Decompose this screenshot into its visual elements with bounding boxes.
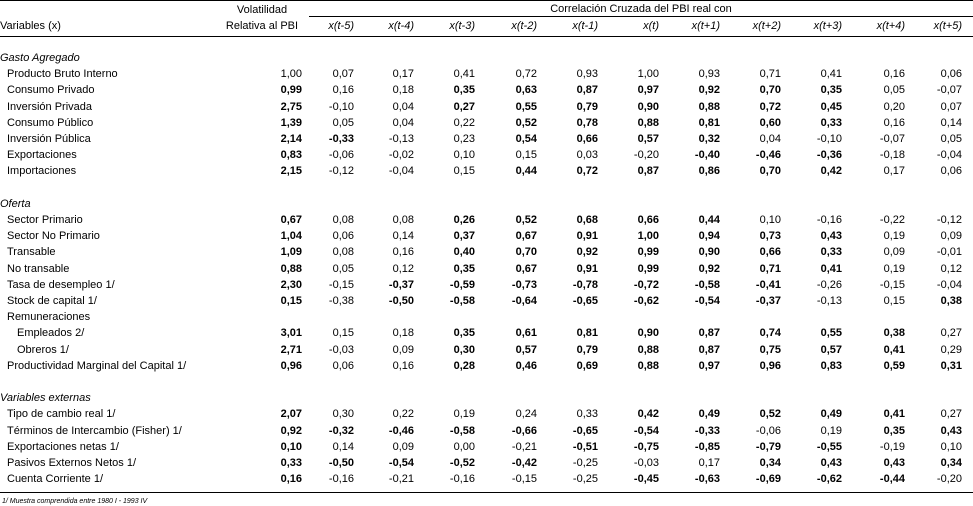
volatility-cell: 2,07 — [280, 408, 302, 421]
lag-header: x(t-4) — [388, 20, 414, 32]
correlation-cell: -0,10 — [816, 133, 842, 145]
correlation-cell: 0,05 — [332, 262, 354, 275]
correlation-cell: -0,46 — [388, 424, 414, 437]
correlation-cell: 0,00 — [453, 440, 475, 453]
correlation-cell: 0,10 — [759, 214, 781, 226]
correlation-cell: 0,04 — [392, 116, 414, 129]
lag-header: x(t-2) — [511, 20, 537, 32]
correlation-cell: 0,04 — [392, 100, 414, 113]
volatility-cell: 0,10 — [280, 440, 302, 453]
correlation-cell: 0,44 — [515, 165, 537, 178]
correlation-cell: -0,73 — [511, 278, 537, 291]
correlation-cell: 0,73 — [759, 230, 781, 243]
correlation-cell: -0,07 — [936, 84, 962, 97]
correlation-cell: 0,16 — [883, 68, 905, 81]
correlation-cell: -0,65 — [572, 424, 598, 437]
correlation-cell: -0,15 — [879, 278, 905, 291]
correlation-cell: 0,97 — [698, 359, 720, 372]
correlation-cell: -0,40 — [694, 149, 720, 162]
volatility-cell: 0,99 — [280, 84, 302, 97]
row-label: Sector No Primario — [7, 230, 100, 243]
correlation-cell: 0,43 — [883, 457, 905, 469]
correlation-cell: -0,32 — [328, 424, 354, 437]
correlation-cell: 0,71 — [759, 68, 781, 81]
correlation-cell: -0,04 — [936, 278, 962, 291]
correlation-cell: 0,03 — [576, 149, 598, 162]
correlation-cell: 0,41 — [820, 68, 842, 81]
volatility-cell: 3,01 — [280, 327, 302, 340]
correlation-cell: 0,33 — [820, 246, 842, 259]
correlation-cell: 0,86 — [698, 165, 720, 178]
correlation-cell: 0,15 — [332, 327, 354, 340]
correlation-cell: -0,46 — [755, 149, 781, 162]
correlation-cell: -0,50 — [328, 457, 354, 469]
volatility-cell: 1,04 — [280, 230, 302, 243]
correlation-cell: 0,88 — [637, 359, 659, 372]
correlation-cell: 0,17 — [698, 457, 720, 469]
correlation-cell: -0,06 — [328, 149, 354, 162]
correlation-cell: -0,19 — [879, 440, 905, 453]
correlation-cell: -0,75 — [633, 440, 659, 453]
corr-rule — [309, 16, 973, 17]
correlation-cell: 0,81 — [576, 327, 598, 340]
correlation-cell: -0,44 — [879, 473, 905, 486]
correlation-cell: 0,06 — [940, 165, 962, 178]
correlation-cell: -0,45 — [633, 473, 659, 486]
correlation-cell: 0,99 — [637, 262, 659, 275]
correlation-cell: -0,26 — [816, 278, 842, 291]
volatility-cell: 0,15 — [280, 295, 302, 307]
correlation-cell: -0,79 — [755, 440, 781, 453]
correlation-cell: -0,02 — [388, 149, 414, 162]
correlation-cell: 0,91 — [576, 230, 598, 243]
correlation-cell: 0,68 — [576, 214, 598, 226]
correlation-cell: 0,06 — [332, 359, 354, 372]
volatility-cell: 2,15 — [280, 165, 302, 178]
correlation-cell: -0,59 — [449, 278, 475, 291]
correlation-cell: 0,99 — [637, 246, 659, 259]
correlation-cell: 0,14 — [332, 440, 354, 453]
correlation-cell: 0,90 — [637, 327, 659, 340]
correlation-cell: 0,34 — [940, 457, 962, 469]
correlation-cell: -0,16 — [328, 473, 354, 486]
section-label: Variables externas — [0, 392, 91, 405]
correlation-cell: 0,16 — [392, 359, 414, 372]
volatility-cell: 2,75 — [280, 100, 302, 113]
correlation-cell: 0,12 — [940, 262, 962, 275]
volatility-cell: 0,16 — [280, 473, 302, 486]
correlation-cell: 0,27 — [940, 408, 962, 421]
correlation-cell: 0,18 — [392, 327, 414, 340]
volatility-cell: 2,71 — [280, 343, 302, 356]
correlation-cell: 0,08 — [392, 214, 414, 226]
correlation-cell: 0,61 — [515, 327, 537, 340]
correlation-cell: 0,41 — [883, 343, 905, 356]
volatility-cell: 1,09 — [280, 246, 302, 259]
correlation-cell: -0,72 — [633, 278, 659, 291]
correlation-cell: -0,54 — [388, 457, 414, 469]
row-label: Inversión Privada — [7, 100, 92, 113]
correlation-cell: -0,41 — [755, 278, 781, 291]
correlation-cell: 0,29 — [940, 343, 962, 356]
correlation-cell: 0,19 — [883, 230, 905, 243]
correlation-cell: 0,15 — [515, 149, 537, 162]
vol-label-2: Relativa al PBI — [225, 20, 299, 32]
correlation-cell: -0,16 — [816, 214, 842, 226]
correlation-cell: 0,08 — [332, 214, 354, 226]
correlation-cell: 0,81 — [698, 116, 720, 129]
correlation-cell: -0,78 — [572, 278, 598, 291]
correlation-cell: -0,12 — [936, 214, 962, 226]
correlation-cell: 0,12 — [392, 262, 414, 275]
correlation-cell: 0,87 — [576, 84, 598, 97]
correlation-cell: -0,13 — [816, 295, 842, 307]
correlation-cell: -0,37 — [755, 295, 781, 307]
correlation-cell: 0,16 — [392, 246, 414, 259]
correlation-cell: 0,35 — [453, 262, 475, 275]
correlation-cell: 0,52 — [515, 116, 537, 129]
correlation-cell: 0,42 — [637, 408, 659, 421]
volatility-cell: 0,67 — [280, 214, 302, 226]
volatility-cell: 0,33 — [280, 457, 302, 469]
correlation-cell: 0,17 — [883, 165, 905, 178]
correlation-cell: -0,69 — [755, 473, 781, 486]
correlation-cell: 0,55 — [515, 100, 537, 113]
correlation-cell: 0,33 — [576, 408, 598, 421]
row-label: Inversión Pública — [7, 133, 91, 145]
correlation-cell: -0,04 — [388, 165, 414, 178]
correlation-cell: -0,66 — [511, 424, 537, 437]
correlation-cell: -0,25 — [572, 457, 598, 469]
correlation-cell: 0,31 — [940, 359, 962, 372]
correlation-cell: -0,38 — [328, 295, 354, 307]
correlation-cell: -0,12 — [328, 165, 354, 178]
correlation-cell: 0,90 — [698, 246, 720, 259]
correlation-cell: -0,16 — [449, 473, 475, 486]
correlation-cell: 0,67 — [515, 262, 537, 275]
volatility-cell: 0,92 — [280, 424, 302, 437]
correlation-cell: 0,70 — [759, 165, 781, 178]
volatility-cell: 0,83 — [280, 149, 302, 162]
correlation-cell: 0,20 — [883, 100, 905, 113]
correlation-cell: -0,58 — [449, 424, 475, 437]
top-rule — [0, 0, 973, 1]
correlation-cell: 0,88 — [637, 343, 659, 356]
correlation-cell: 0,88 — [698, 100, 720, 113]
row-label: Importaciones — [7, 165, 77, 178]
row-label: Términos de Intercambio (Fisher) 1/ — [7, 424, 182, 437]
correlation-cell: 0,49 — [820, 408, 842, 421]
correlation-cell: 0,34 — [759, 457, 781, 469]
lag-header: x(t-1) — [572, 20, 598, 32]
correlation-cell: 0,87 — [637, 165, 659, 178]
correlation-cell: 0,32 — [698, 133, 720, 145]
correlation-cell: 0,41 — [820, 262, 842, 275]
correlation-cell: 0,26 — [453, 214, 475, 226]
correlation-cell: -0,52 — [449, 457, 475, 469]
correlation-cell: 0,05 — [940, 133, 962, 145]
correlation-cell: -0,58 — [694, 278, 720, 291]
section-label: Oferta — [0, 197, 31, 210]
correlation-cell: 0,14 — [940, 116, 962, 129]
correlation-cell: 0,42 — [820, 165, 842, 178]
correlation-cell: -0,36 — [816, 149, 842, 162]
lag-header: x(t+3) — [813, 20, 842, 32]
correlation-cell: 0,55 — [820, 327, 842, 340]
correlation-cell: 0,44 — [698, 214, 720, 226]
row-label: Tasa de desempleo 1/ — [7, 278, 115, 291]
correlation-cell: 0,22 — [392, 408, 414, 421]
correlation-cell: 0,09 — [883, 246, 905, 259]
var-label: Variables (x) — [0, 20, 61, 32]
correlation-cell: 0,46 — [515, 359, 537, 372]
correlation-cell: -0,62 — [816, 473, 842, 486]
correlation-cell: 0,72 — [759, 100, 781, 113]
correlation-cell: -0,18 — [879, 149, 905, 162]
correlation-cell: 0,74 — [759, 327, 781, 340]
correlation-cell: 0,41 — [883, 408, 905, 421]
correlation-cell: 0,92 — [698, 84, 720, 97]
correlation-cell: 0,49 — [698, 408, 720, 421]
correlation-cell: -0,01 — [936, 246, 962, 259]
correlation-cell: 0,45 — [820, 100, 842, 113]
correlation-cell: 0,88 — [637, 116, 659, 129]
correlation-cell: -0,63 — [694, 473, 720, 486]
correlation-cell: -0,62 — [633, 295, 659, 307]
corr-title: Correlación Cruzada del PBI real con — [550, 3, 732, 15]
correlation-cell: 0,23 — [453, 133, 475, 145]
correlation-cell: -0,15 — [511, 473, 537, 486]
correlation-cell: -0,21 — [511, 440, 537, 453]
correlation-cell: 1,00 — [637, 68, 659, 81]
correlation-cell: -0,03 — [328, 343, 354, 356]
correlation-cell: 0,15 — [883, 295, 905, 307]
volatility-cell: 2,30 — [280, 278, 302, 291]
correlation-cell: 0,75 — [759, 343, 781, 356]
correlation-cell: 0,78 — [576, 116, 598, 129]
correlation-cell: 0,05 — [332, 116, 354, 129]
correlation-cell: 0,05 — [883, 84, 905, 97]
correlation-cell: 0,91 — [576, 262, 598, 275]
correlation-cell: -0,54 — [694, 295, 720, 307]
correlation-cell: 0,30 — [332, 408, 354, 421]
lag-header: x(t+1) — [691, 20, 720, 32]
lag-header: x(t-5) — [328, 20, 354, 32]
correlation-cell: 0,17 — [392, 68, 414, 81]
correlation-cell: 0,18 — [392, 84, 414, 97]
correlation-cell: 0,35 — [883, 424, 905, 437]
correlation-cell: 0,72 — [515, 68, 537, 81]
correlation-cell: 0,52 — [515, 214, 537, 226]
correlation-cell: -0,15 — [328, 278, 354, 291]
correlation-cell: 0,43 — [940, 424, 962, 437]
correlation-cell: 0,66 — [576, 133, 598, 145]
correlation-cell: -0,20 — [633, 149, 659, 162]
lag-header: x(t+5) — [933, 20, 962, 32]
correlation-cell: 0,35 — [453, 84, 475, 97]
correlation-cell: 0,19 — [883, 262, 905, 275]
correlation-cell: -0,55 — [816, 440, 842, 453]
correlation-cell: 0,70 — [515, 246, 537, 259]
correlation-cell: 0,92 — [576, 246, 598, 259]
correlation-cell: -0,65 — [572, 295, 598, 307]
correlation-cell: -0,58 — [449, 295, 475, 307]
correlation-cell: 0,09 — [940, 230, 962, 243]
correlation-cell: 0,10 — [940, 440, 962, 453]
correlation-cell: 0,66 — [637, 214, 659, 226]
correlation-cell: 0,07 — [940, 100, 962, 113]
row-label: Exportaciones — [7, 149, 77, 162]
volatility-cell: 1,39 — [280, 116, 302, 129]
correlation-cell: 0,93 — [698, 68, 720, 81]
correlation-cell: 0,16 — [883, 116, 905, 129]
correlation-cell: 0,27 — [453, 100, 475, 113]
row-label: Remuneraciones — [7, 311, 91, 324]
correlation-cell: 0,30 — [453, 343, 475, 356]
correlation-cell: 0,24 — [515, 408, 537, 421]
correlation-cell: -0,03 — [633, 457, 659, 469]
correlation-cell: 0,67 — [515, 230, 537, 243]
correlation-cell: 0,72 — [576, 165, 598, 178]
correlation-cell: -0,07 — [879, 133, 905, 145]
correlation-cell: 0,92 — [698, 262, 720, 275]
correlation-cell: 0,15 — [453, 165, 475, 178]
correlation-cell: -0,33 — [328, 133, 354, 145]
correlation-cell: -0,06 — [755, 424, 781, 437]
correlation-cell: 0,35 — [820, 84, 842, 97]
correlation-cell: 0,04 — [759, 133, 781, 145]
vol-label-1: Volatilidad — [236, 4, 288, 16]
correlation-cell: 0,57 — [820, 343, 842, 356]
correlation-cell: 0,60 — [759, 116, 781, 129]
correlation-cell: 0,38 — [940, 295, 962, 307]
correlation-cell: 0,87 — [698, 343, 720, 356]
lag-header: x(t) — [643, 20, 659, 32]
correlation-cell: -0,21 — [388, 473, 414, 486]
row-label: Consumo Público — [7, 116, 94, 129]
correlation-cell: 0,19 — [453, 408, 475, 421]
correlation-cell: 0,66 — [759, 246, 781, 259]
correlation-cell: 0,59 — [883, 359, 905, 372]
correlation-cell: 0,16 — [332, 84, 354, 97]
lag-header: x(t+4) — [876, 20, 905, 32]
volatility-cell: 1,00 — [280, 68, 302, 81]
row-label: Pasivos Externos Netos 1/ — [7, 457, 137, 469]
correlation-cell: 0,38 — [883, 327, 905, 340]
correlation-cell: 0,40 — [453, 246, 475, 259]
correlation-cell: -0,37 — [388, 278, 414, 291]
correlation-cell: -0,10 — [328, 100, 354, 113]
correlation-cell: 0,10 — [453, 149, 475, 162]
correlation-cell: -0,51 — [572, 440, 598, 453]
row-label: Tipo de cambio real 1/ — [7, 408, 116, 421]
header-rule — [0, 36, 973, 37]
correlation-cell: 0,08 — [332, 246, 354, 259]
row-label: No transable — [7, 262, 70, 275]
correlation-cell: 0,14 — [392, 230, 414, 243]
correlation-cell: 0,63 — [515, 84, 537, 97]
correlation-cell: 0,97 — [637, 84, 659, 97]
row-label: Stock de capital 1/ — [7, 295, 97, 307]
correlation-cell: 0,19 — [820, 424, 842, 437]
correlation-cell: 0,96 — [759, 359, 781, 372]
correlation-cell: -0,04 — [936, 149, 962, 162]
footnote: 1/ Muestra comprendida entre 1980 I - 1993 IV — [2, 498, 148, 505]
row-label: Exportaciones netas 1/ — [7, 440, 119, 453]
correlation-cell: -0,20 — [936, 473, 962, 486]
row-label: Producto Bruto Interno — [7, 68, 118, 81]
row-label: Cuenta Corriente 1/ — [7, 473, 103, 486]
correlation-cell: 0,69 — [576, 359, 598, 372]
correlation-cell: 0,90 — [637, 100, 659, 113]
correlation-cell: 0,43 — [820, 230, 842, 243]
correlation-cell: -0,85 — [694, 440, 720, 453]
correlation-cell: 0,09 — [392, 440, 414, 453]
correlation-cell: 0,57 — [515, 343, 537, 356]
correlation-cell: 0,35 — [453, 327, 475, 340]
correlation-cell: 0,83 — [820, 359, 842, 372]
correlation-cell: 0,93 — [576, 68, 598, 81]
correlation-cell: 0,79 — [576, 343, 598, 356]
lag-header: x(t+2) — [752, 20, 781, 32]
correlation-cell: -0,42 — [511, 457, 537, 469]
correlation-cell: 0,07 — [332, 68, 354, 81]
correlation-cell: -0,64 — [511, 295, 537, 307]
correlation-cell: 0,37 — [453, 230, 475, 243]
correlation-cell: 0,28 — [453, 359, 475, 372]
correlation-cell: -0,33 — [694, 424, 720, 437]
correlation-cell: 0,43 — [820, 457, 842, 469]
correlation-cell: 0,71 — [759, 262, 781, 275]
correlation-cell: 0,33 — [820, 116, 842, 129]
correlation-cell: -0,50 — [388, 295, 414, 307]
lag-header: x(t-3) — [449, 20, 475, 32]
correlation-cell: 0,06 — [940, 68, 962, 81]
correlation-cell: 0,94 — [698, 230, 720, 243]
correlation-cell: 0,22 — [453, 116, 475, 129]
volatility-cell: 0,88 — [280, 262, 302, 275]
section-label: Gasto Agregado — [0, 52, 80, 64]
correlation-cell: 0,87 — [698, 327, 720, 340]
row-label: Consumo Privado — [7, 84, 95, 97]
correlation-cell: 0,54 — [515, 133, 537, 145]
correlation-cell: -0,13 — [388, 133, 414, 145]
correlation-cell: 0,06 — [332, 230, 354, 243]
row-label: Obreros 1/ — [17, 343, 69, 356]
correlation-cell: 0,70 — [759, 84, 781, 97]
correlation-cell: 0,52 — [759, 408, 781, 421]
correlation-cell: 0,09 — [392, 343, 414, 356]
correlation-cell: -0,25 — [572, 473, 598, 486]
correlation-cell: 0,27 — [940, 327, 962, 340]
row-label: Transable — [7, 246, 56, 259]
row-label: Productividad Marginal del Capital 1/ — [7, 359, 187, 372]
volatility-cell: 0,96 — [280, 359, 302, 372]
row-label: Empleados 2/ — [17, 327, 85, 340]
correlation-cell: 1,00 — [637, 230, 659, 243]
volatility-cell: 2,14 — [280, 133, 302, 145]
bottom-rule — [0, 492, 973, 493]
correlation-cell: -0,54 — [633, 424, 659, 437]
correlation-cell: 0,41 — [453, 68, 475, 81]
correlation-cell: 0,79 — [576, 100, 598, 113]
correlation-cell: 0,57 — [637, 133, 659, 145]
row-label: Sector Primario — [7, 214, 83, 226]
correlation-cell: -0,22 — [879, 214, 905, 226]
